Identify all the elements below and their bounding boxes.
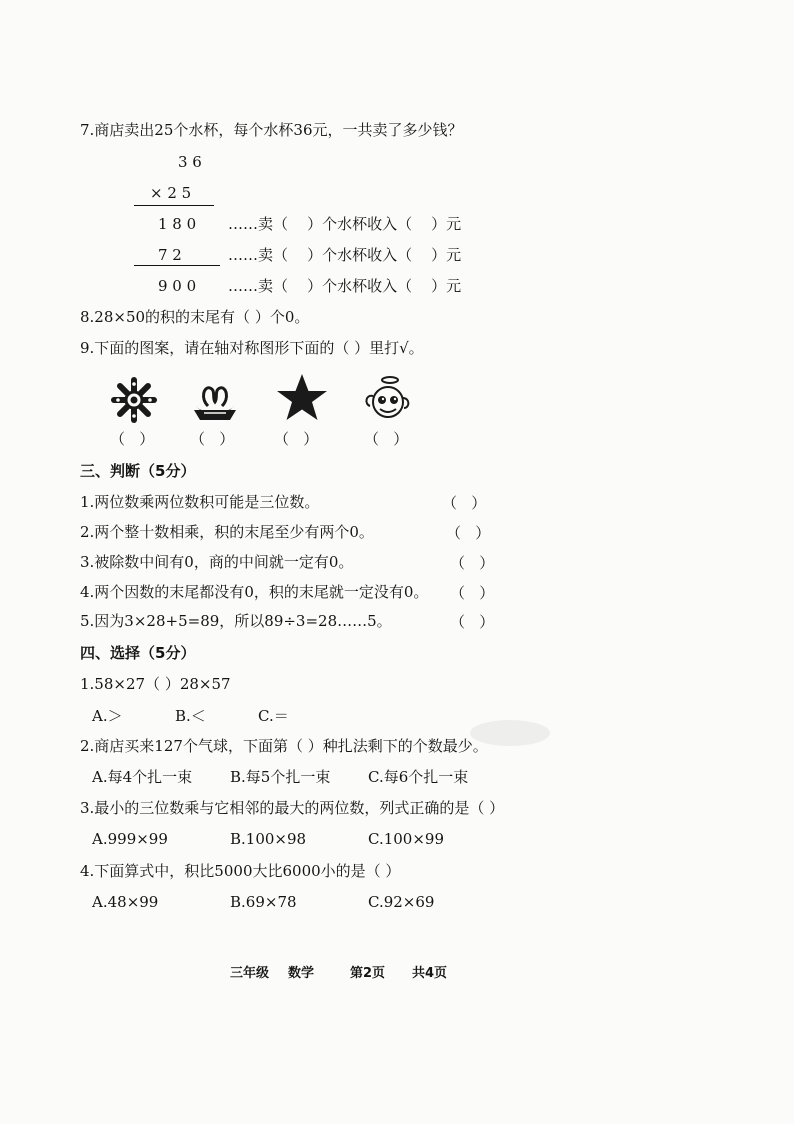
judge-blank[interactable]: （ ） <box>450 613 495 631</box>
swan-icon <box>190 380 240 424</box>
answer-blank[interactable]: （ ） <box>110 430 155 448</box>
judge-item: 2.两个整十数相乘，积的末尾至少有两个0。 <box>80 523 374 541</box>
judge-item: 3.被除数中间有0，商的中间就一定有0。 <box>80 553 354 571</box>
section3-title: 三、判断（5分） <box>80 462 196 480</box>
calc-underline-2 <box>134 265 220 266</box>
star-icon <box>274 372 330 424</box>
choice-option[interactable]: A.999×99 <box>92 830 168 848</box>
q8-question: 8.28×50的积的末尾有（ ）个0。 <box>80 308 310 326</box>
footer-grade: 三年级 <box>230 966 270 981</box>
footer-total: 共4页 <box>412 966 448 981</box>
calc-underline-1 <box>134 205 214 206</box>
footer-subject: 数学 <box>288 966 315 981</box>
calc-row-text: ……卖（ ）个水杯收入（ ）元 <box>228 277 462 295</box>
judge-blank[interactable]: （ ） <box>442 494 487 512</box>
choice-option[interactable]: B.100×98 <box>230 830 307 848</box>
calc-multiplicand: 3 6 <box>178 153 202 171</box>
judge-item: 4.两个因数的末尾都没有0，积的末尾就一定没有0。 <box>80 583 429 601</box>
judge-blank[interactable]: （ ） <box>446 524 491 542</box>
choice-option[interactable]: A.每4个扎一束 <box>92 768 193 786</box>
choice-option[interactable]: C.92×69 <box>368 893 435 911</box>
choice-question: 1.58×27（ ）28×57 <box>80 675 231 693</box>
answer-blank[interactable]: （ ） <box>364 430 409 448</box>
judge-item: 5.因为3×28+5=89，所以89÷3=28……5。 <box>80 612 392 630</box>
q7-question: 7.商店卖出25个水杯，每个水杯36元，一共卖了多少钱？ <box>80 121 463 139</box>
answer-blank[interactable]: （ ） <box>190 430 235 448</box>
cartoon-face-icon <box>360 374 416 424</box>
calc-multiplier: × 2 5 <box>150 184 192 202</box>
judge-item: 1.两位数乘两位数积可能是三位数。 <box>80 493 320 511</box>
calc-row-text: ……卖（ ）个水杯收入（ ）元 <box>228 215 462 233</box>
choice-option[interactable]: C.＝ <box>258 707 289 725</box>
judge-blank[interactable]: （ ） <box>450 554 495 572</box>
choice-option[interactable]: B.＜ <box>175 707 206 725</box>
answer-blank[interactable]: （ ） <box>274 430 319 448</box>
footer-page: 第2页 <box>350 966 386 981</box>
section4-title: 四、选择（5分） <box>80 644 196 662</box>
judge-blank[interactable]: （ ） <box>450 584 495 602</box>
choice-question: 4.下面算式中，积比5000大比6000小的是（ ） <box>80 862 401 880</box>
choice-option[interactable]: C.100×99 <box>368 830 444 848</box>
calc-row-value: 1 8 0 <box>158 215 197 233</box>
choice-option[interactable]: C.每6个扎一束 <box>368 768 469 786</box>
choice-question: 3.最小的三位数乘与它相邻的最大的两位数，列式正确的是（ ） <box>80 799 505 817</box>
choice-option[interactable]: A.＞ <box>92 707 123 725</box>
choice-question: 2.商店买来127个气球，下面第（ ）种扎法剩下的个数最少。 <box>80 737 488 755</box>
choice-option[interactable]: B.每5个扎一束 <box>230 768 331 786</box>
choice-option[interactable]: A.48×99 <box>92 893 159 911</box>
calc-row-text: ……卖（ ）个水杯收入（ ）元 <box>228 246 462 264</box>
calc-row-value: 9 0 0 <box>158 277 197 295</box>
q9-question: 9.下面的图案，请在轴对称图形下面的（ ）里打√。 <box>80 339 424 357</box>
calc-row-value: 7 2 <box>158 246 182 264</box>
snowflake-icon <box>110 376 158 424</box>
choice-option[interactable]: B.69×78 <box>230 893 297 911</box>
